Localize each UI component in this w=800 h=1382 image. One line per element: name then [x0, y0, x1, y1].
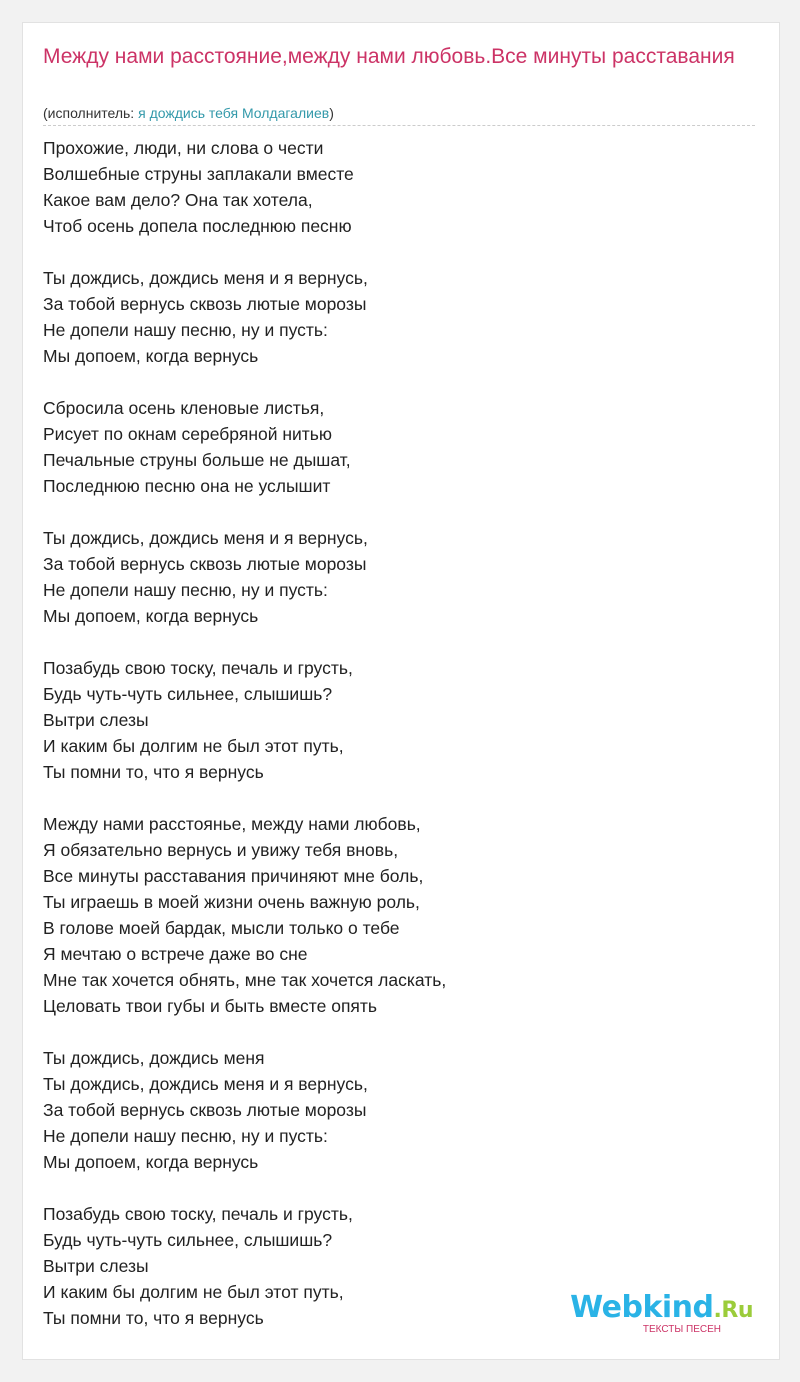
- artist-prefix: (исполнитель:: [43, 105, 139, 121]
- lyrics-stanza: [43, 395, 743, 499]
- artist-link[interactable]: я дождись тебя Молдагалиев: [138, 105, 330, 121]
- logo-wordmark: [570, 1292, 753, 1327]
- lyrics-line: Ты играешь в моей жизни очень важную роль,: [43, 892, 420, 912]
- lyrics-stanza: [43, 265, 743, 369]
- lyrics-line: За тобой вернусь сквозь лютые морозы: [43, 554, 367, 574]
- lyrics-line: Мне так хочется обнять, мне так хочется ласкать,: [43, 970, 447, 990]
- lyrics-line: Ты дождись, дождись меня и я вернусь,: [43, 268, 368, 288]
- artist-line: [43, 104, 334, 122]
- logo-tagline: ТЕКСТЫ ПЕСЕН: [642, 1324, 721, 1335]
- artist-suffix: ): [329, 105, 334, 121]
- lyrics-line: Ты дождись, дождись меня и я вернусь,: [43, 1074, 368, 1094]
- lyrics-line: Позабудь свою тоску, печаль и грусть,: [43, 1204, 353, 1224]
- lyrics-line: Между нами расстоянье, между нами любовь,: [43, 814, 421, 834]
- lyrics-line: Будь чуть-чуть сильнее, слышишь?: [43, 684, 333, 704]
- lyrics-card: [22, 22, 780, 1360]
- lyrics-line: Я мечтаю о встрече даже во сне: [43, 944, 308, 964]
- lyrics-line: Все минуты расставания причиняют мне боль,: [43, 866, 424, 886]
- lyrics-line: За тобой вернусь сквозь лютые морозы: [43, 1100, 367, 1120]
- lyrics-line: И каким бы долгим не был этот путь,: [43, 736, 344, 756]
- lyrics-line: Не допели нашу песню, ну и пусть:: [43, 1126, 328, 1146]
- lyrics-line: Целовать твои губы и быть вместе опять: [43, 996, 378, 1016]
- lyrics-line: Волшебные струны заплакали вместе: [43, 164, 354, 184]
- lyrics-line: Вытри слезы: [43, 710, 149, 730]
- lyrics-stanza: [43, 135, 743, 239]
- lyrics-line: Ты дождись, дождись меня и я вернусь,: [43, 528, 368, 548]
- lyrics-line: Прохожие, люди, ни слова о чести: [43, 138, 324, 158]
- lyrics-line: Мы допоем, когда вернусь: [43, 1152, 259, 1172]
- lyrics-stanza: [43, 811, 743, 1019]
- lyrics-line: Ты помни то, что я вернусь: [43, 1308, 264, 1328]
- lyrics-line: Не допели нашу песню, ну и пусть:: [43, 320, 328, 340]
- lyrics-line: И каким бы долгим не был этот путь,: [43, 1282, 344, 1302]
- lyrics-body: [43, 135, 743, 1357]
- lyrics-line: Чтоб осень допела последнюю песню: [43, 216, 352, 236]
- lyrics-stanza: [43, 655, 743, 785]
- title-divider: [43, 125, 755, 126]
- lyrics-line: Печальные струны больше не дышат,: [43, 450, 351, 470]
- lyrics-line: Рисует по окнам серебряной нитью: [43, 424, 333, 444]
- logo-tld: .Ru: [713, 1298, 753, 1323]
- lyrics-line: Вытри слезы: [43, 1256, 149, 1276]
- lyrics-stanza: [43, 525, 743, 629]
- lyrics-line: Мы допоем, когда вернусь: [43, 346, 259, 366]
- lyrics-line: Сбросила осень кленовые листья,: [43, 398, 325, 418]
- lyrics-line: Мы допоем, когда вернусь: [43, 606, 259, 626]
- lyrics-line: В голове моей бардак, мысли только о тебе: [43, 918, 400, 938]
- lyrics-line: Я обязательно вернусь и увижу тебя вновь,: [43, 840, 399, 860]
- lyrics-line: Будь чуть-чуть сильнее, слышишь?: [43, 1230, 333, 1250]
- lyrics-line: За тобой вернусь сквозь лютые морозы: [43, 294, 367, 314]
- song-title: Между нами расстояние,между нами любовь.Все минуты расставания: [43, 45, 735, 68]
- lyrics-line: Какое вам дело? Она так хотела,: [43, 190, 313, 210]
- webkind-logo[interactable]: [570, 1292, 753, 1335]
- lyrics-line: Не допели нашу песню, ну и пусть:: [43, 580, 328, 600]
- lyrics-line: Ты помни то, что я вернусь: [43, 762, 264, 782]
- lyrics-line: Позабудь свою тоску, печаль и грусть,: [43, 658, 353, 678]
- lyrics-line: Последнюю песню она не услышит: [43, 476, 331, 496]
- logo-name: Webkind: [570, 1290, 714, 1325]
- lyrics-line: Ты дождись, дождись меня: [43, 1048, 265, 1068]
- lyrics-stanza: [43, 1045, 743, 1175]
